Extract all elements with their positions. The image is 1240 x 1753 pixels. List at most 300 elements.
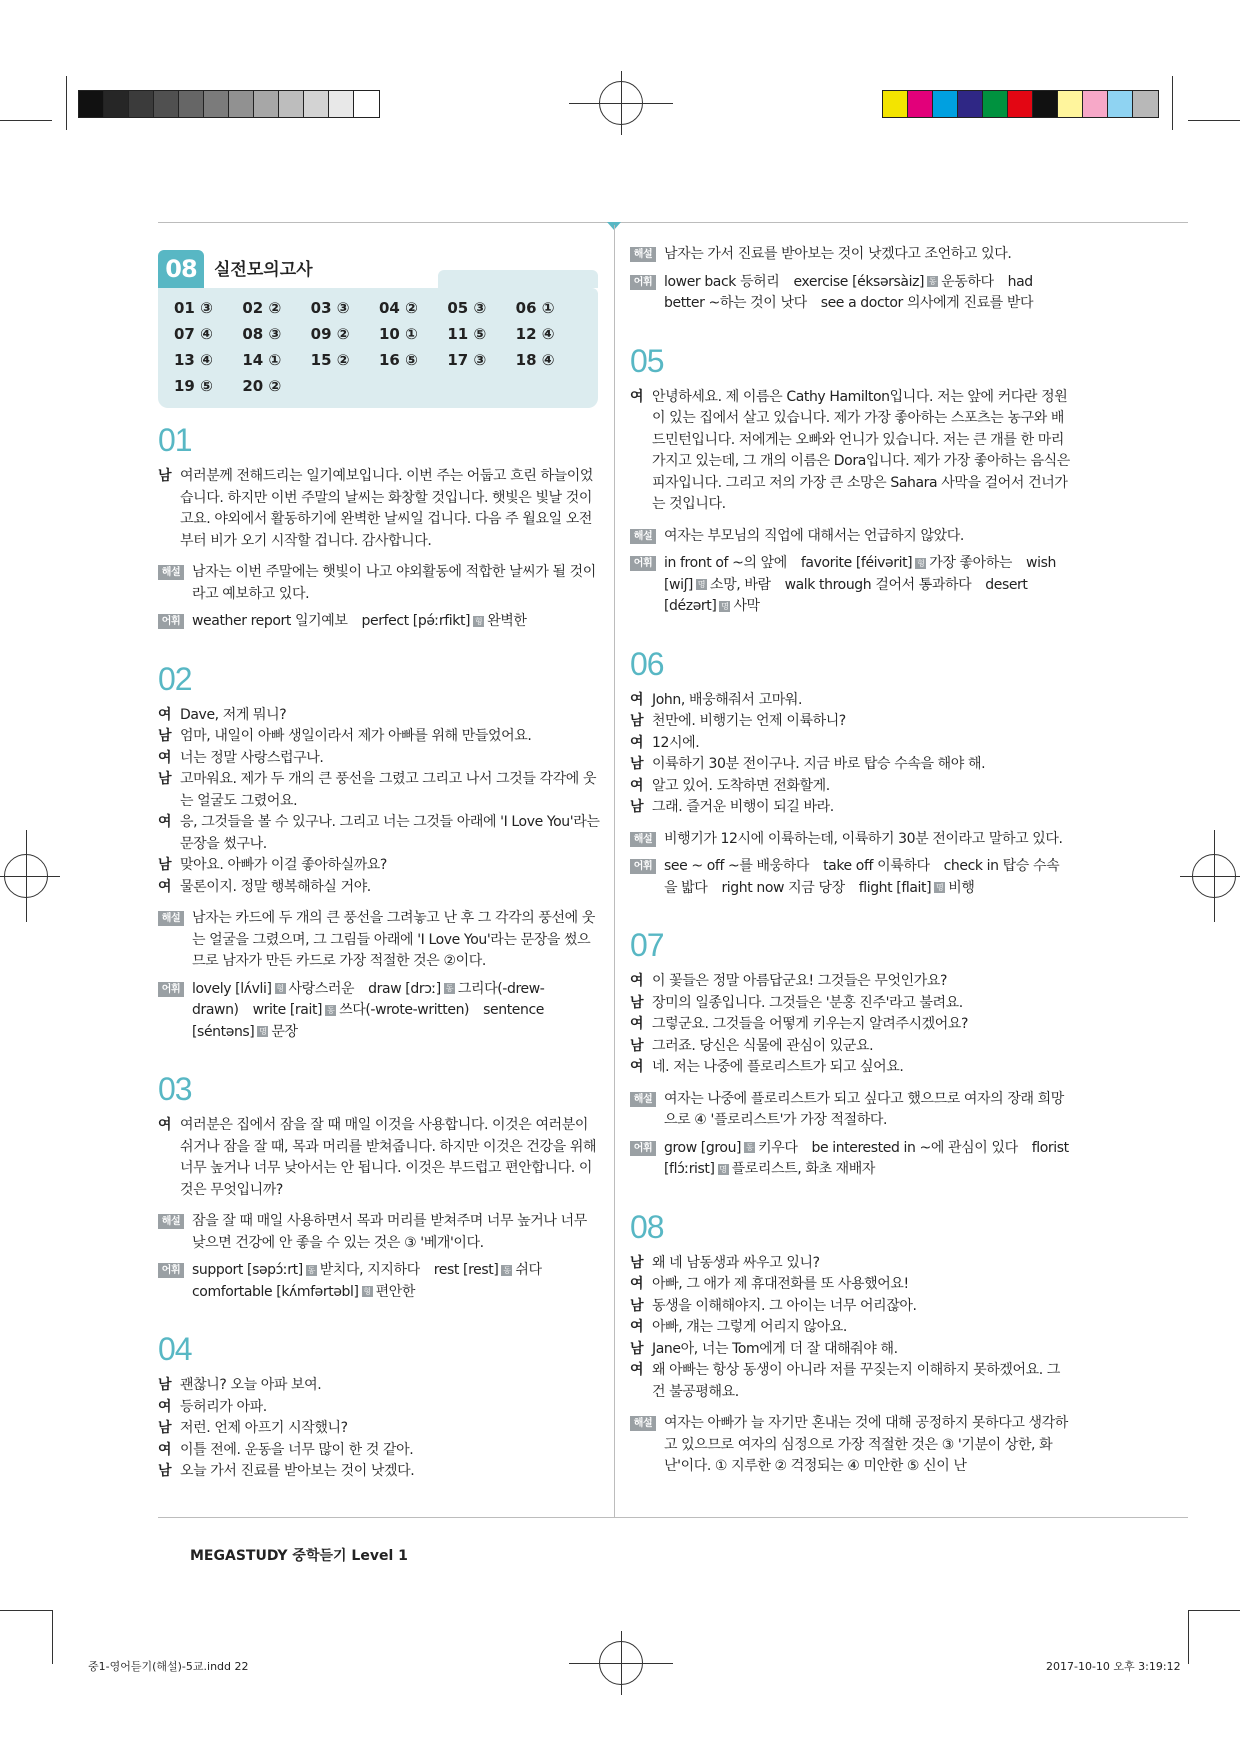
vocab-item: [859, 880, 975, 896]
answer-choice: ②: [268, 377, 282, 395]
answer-choice: ④: [200, 325, 213, 343]
utterance-text: Dave, 저게 뭐니?: [180, 706, 287, 723]
answer-choice: ⑤: [473, 325, 487, 343]
dialog-line: [158, 812, 603, 855]
dialog-line: [630, 993, 1070, 1015]
dialog-script: [158, 705, 603, 899]
answer-choice: ④: [541, 325, 555, 343]
speaker-label: 남: [630, 1254, 644, 1271]
answer-choice: ②: [268, 299, 282, 317]
speaker-label: 여: [630, 1276, 644, 1292]
vocab-meaning: 걸어서 통과하다: [875, 576, 972, 593]
speaker-label: 남: [630, 713, 644, 729]
color-swatch: [883, 91, 908, 117]
vocab-word: draw [drɔː]: [368, 980, 441, 997]
color-swatch: [1033, 91, 1058, 117]
utterance-text: 아빠, 그 애가 제 휴대전화를 또 사용했어요!: [652, 1276, 909, 1292]
dialog-line: [630, 1057, 1070, 1079]
speaker-label: 여: [630, 1319, 644, 1335]
vocab-tag: 어휘: [158, 1263, 184, 1278]
vocab-meaning: 편안한: [375, 1283, 415, 1300]
question-number: 03: [158, 1071, 192, 1107]
answer-question-number: 17: [447, 351, 469, 369]
dialog-line: [158, 855, 603, 877]
answer-grid: [158, 288, 598, 408]
explanation-note: [158, 908, 603, 973]
vocab-item: [811, 1140, 1017, 1156]
vocab-meaning: 사막: [733, 598, 760, 614]
question-section-08: [630, 1209, 1070, 1478]
vocab-word: in front of: [664, 555, 729, 571]
column-divider: [614, 225, 615, 1517]
question-number: 08: [630, 1208, 664, 1245]
dialog-line: [630, 1253, 1070, 1275]
vocab-meaning: 문장: [271, 1023, 298, 1040]
speaker-label: 여: [630, 1016, 644, 1032]
vocab-word: walk through: [784, 576, 872, 593]
utterance-text: 이륙하기 30분 전이구나. 지금 바로 탑승 수속을 해야 해.: [652, 756, 986, 772]
dialog-script: [630, 1253, 1070, 1404]
speaker-label: 여: [158, 749, 172, 766]
speaker-label: 남: [158, 728, 172, 744]
speaker-label: 남: [158, 857, 172, 873]
utterance-text: 안녕하세요. 제 이름은 Cathy Hamilton입니다. 저는 앞에 커다란 정원이 있는 집에서 살고 있습니다. 제가 가장 좋아하는 스포츠는 농구와 배드민턴입니다. 저에게는 오빠와 언니가 있습니다. 저는 큰 개를 한 마리 가지고 있는데, 그 개의 이름은 Dora입니다. 제가 가장 좋아하는 음식은 피자입니다. 그리고 저의 가장 큰 소망은 Sahara 사막을 걸어서 건너가는 것입니다.: [652, 388, 1070, 512]
vocab-word: weather report: [192, 613, 291, 629]
question-number: 01: [158, 422, 192, 458]
vocab-item: [664, 274, 779, 290]
speaker-label: 남: [158, 771, 172, 787]
speaker-label: 남: [158, 468, 172, 484]
vocab-word: favorite [féivərit]: [800, 555, 913, 571]
vocab-word: lower back: [664, 273, 736, 290]
answer-choice: ⑤: [200, 377, 213, 395]
vocab-note: [158, 1260, 603, 1303]
vocab-item: [664, 555, 787, 571]
answer-item: [174, 350, 242, 370]
speaker-label: 남: [630, 994, 644, 1011]
vocab-item: [801, 555, 1012, 571]
answer-question-number: 01: [174, 299, 195, 317]
speaker-label: 남: [158, 1463, 172, 1479]
registration-mark-line: [0, 876, 60, 877]
utterance-text: 장미의 일종입니다. 그것들은 '분홍 진주'라고 불려요.: [652, 994, 963, 1011]
dialog-line: [158, 769, 603, 812]
vocab-tag: 어휘: [158, 614, 184, 629]
utterance-text: 아빠, 걔는 그렇게 어리지 않아요.: [652, 1319, 847, 1335]
utterance-text: 여러분은 집에서 잠을 잘 때 매일 이것을 사용합니다. 이것은 여러분이 쉬거나 잠을 잘 때, 목과 머리를 받쳐줍니다. 하지만 이것은 건강을 위해 너무 높거나 너무 낮아서는 안 됩니다. 이것은 부드럽고 편안합니다. 이것은 무엇입니까?: [180, 1117, 597, 1198]
utterance-text: 그래. 즐거운 비행이 되길 바라.: [652, 799, 834, 815]
date-slug: 2017-10-10 오후 3:19:12: [1046, 1660, 1181, 1673]
question-section-02: [158, 661, 603, 1044]
gray-swatch: [129, 91, 154, 117]
dialog-line: [158, 1115, 603, 1201]
utterance-text: 괜찮니? 오늘 아파 보여.: [180, 1377, 322, 1393]
answer-item: [174, 376, 242, 396]
question-section-04: [158, 1331, 603, 1483]
vocab-tag: 어휘: [630, 556, 656, 571]
explanation-tag: 해설: [630, 1416, 656, 1431]
utterance-text: 맞아요. 아빠가 이걸 좋아하실까요?: [180, 857, 387, 873]
dialog-line: [158, 705, 603, 727]
vocab-meaning: ~하는 것이 낫다: [708, 295, 807, 311]
answer-item: [311, 298, 379, 318]
utterance-text: 저런. 언제 아프기 시작했니?: [180, 1420, 348, 1436]
explanation-text: 여자는 아빠가 늘 자기만 혼내는 것에 대해 공정하지 못하다고 생각하고 있으므로 여자의 심정으로 가장 적절한 것은 ③ '기분이 상한, 화난'이다. ① 지루한 ② 걱정되는 ④ 미안한 ⑤ 신이 난: [664, 1415, 1068, 1474]
answer-item: [242, 376, 310, 396]
gray-swatch: [104, 91, 129, 117]
vocab-item: [785, 577, 972, 593]
vocab-tag: 어휘: [630, 275, 656, 290]
right-column: [630, 244, 1070, 1478]
part-of-speech-badge: 동: [503, 1265, 511, 1275]
vocab-meaning: 비행: [948, 879, 975, 896]
explanation-note: [158, 562, 603, 605]
question-section-04-continued: [630, 244, 1070, 315]
answer-item: [311, 324, 379, 344]
registration-mark-line: [1180, 876, 1240, 877]
speaker-label: 여: [630, 388, 644, 405]
answer-choice: ②: [405, 299, 418, 317]
answer-question-number: 16: [379, 351, 400, 369]
speaker-label: 여: [630, 1362, 644, 1378]
speaker-label: 여: [158, 706, 172, 723]
color-swatch: [1008, 91, 1033, 117]
vocab-item: [192, 613, 348, 629]
answer-question-number: 04: [379, 299, 400, 317]
vocab-meaning: 그리다(-drew-drawn): [192, 980, 545, 1018]
vocab-item: [721, 880, 844, 896]
dialog-script: [158, 1115, 603, 1201]
speaker-label: 여: [158, 1441, 172, 1458]
vocab-item: [192, 981, 354, 997]
gray-swatch: [154, 91, 179, 117]
part-of-speech-badge: 명: [697, 580, 706, 589]
crop-mark: [0, 1610, 52, 1611]
vocab-meaning: 플로리스트, 화초 재배자: [731, 1161, 875, 1177]
dialog-line: [630, 1296, 1070, 1318]
answer-item: [311, 350, 379, 370]
explanation-tag: 해설: [630, 529, 656, 544]
dialog-line: [158, 1375, 603, 1397]
vocab-item: [664, 1140, 797, 1156]
gray-swatch: [304, 91, 329, 117]
dialog-line: [630, 1317, 1070, 1339]
registration-mark-line: [1214, 830, 1215, 922]
dialog-line: [630, 754, 1070, 776]
answer-item: [242, 350, 310, 370]
answer-question-number: 13: [174, 351, 195, 369]
vocab-tag: 어휘: [630, 1141, 656, 1156]
vocab-note: [158, 611, 603, 633]
answer-item: [174, 324, 242, 344]
answer-item: [379, 324, 447, 344]
answer-item: [516, 350, 584, 370]
vocab-word: flight [flait]: [858, 879, 932, 896]
speaker-label: 남: [630, 1037, 644, 1054]
vocab-note: [630, 553, 1070, 618]
speaker-label: 여: [158, 878, 172, 895]
answer-item: [242, 298, 310, 318]
dialog-line: [630, 1360, 1070, 1403]
explanation-text: 비행기가 12시에 이륙하는데, 이륙하기 30분 전이라고 말하고 있다.: [664, 830, 1063, 847]
vocab-word: lovely [lʌ́vli]: [192, 980, 272, 997]
color-swatch: [958, 91, 983, 117]
part-of-speech-badge: 명: [721, 601, 729, 611]
answer-question-number: 11: [447, 325, 469, 343]
left-column: [158, 250, 603, 1483]
answer-question-number: 14: [242, 351, 264, 369]
explanation-note: [630, 829, 1070, 851]
vocab-meaning: 가장 좋아하는: [929, 555, 1013, 571]
gray-swatch: [79, 91, 104, 117]
vocab-meaning: ~에 관심이 있다: [919, 1139, 1018, 1156]
vocab-word: grow [grou]: [664, 1139, 742, 1156]
question-section-05: [630, 343, 1070, 618]
vocab-note: [630, 856, 1070, 899]
color-swatch: [1108, 91, 1133, 117]
answer-item: [379, 298, 447, 318]
speaker-label: 남: [630, 1340, 644, 1357]
dialog-script: [630, 690, 1070, 819]
part-of-speech-badge: 동: [326, 1005, 335, 1015]
part-of-speech-badge: 동: [445, 984, 454, 993]
dialog-line: [630, 690, 1070, 712]
utterance-text: 너는 정말 사랑스럽구나.: [180, 749, 324, 766]
explanation-tag: 해설: [158, 565, 184, 580]
answer-question-number: 07: [174, 325, 195, 343]
vocab-meaning: 의사에게 진료를 받다: [906, 295, 1034, 311]
gray-swatch: [329, 91, 354, 117]
vocab-word: desert [dézərt]: [664, 576, 1028, 614]
utterance-text: 물론이지. 정말 행복해하실 거야.: [180, 878, 371, 895]
bottom-rule: [158, 1517, 1188, 1518]
vocab-tag: 어휘: [158, 982, 184, 997]
vocab-list: [664, 553, 1070, 618]
utterance-text: 천만에. 비행기는 언제 이륙하니?: [652, 713, 846, 729]
vocab-item: [253, 1002, 470, 1018]
dialog-line: [158, 1440, 603, 1462]
part-of-speech-badge: 형: [917, 558, 925, 568]
color-swatch: [1083, 91, 1108, 117]
dialog-line: [630, 387, 1070, 516]
answer-question-number: 12: [515, 325, 537, 343]
vocab-word: see ~ off: [664, 858, 724, 874]
vocab-item: [793, 274, 993, 290]
answer-choice: ③: [200, 299, 213, 317]
answer-choice: ④: [541, 351, 555, 369]
answer-question-number: 10: [379, 325, 400, 343]
vocab-list: [664, 856, 1070, 899]
question-section-03: [158, 1071, 603, 1303]
part-of-speech-badge: 형: [474, 616, 483, 626]
utterance-text: 고마워요. 제가 두 개의 큰 풍선을 그렸고 그리고 나서 그것들 각각에 웃는 얼굴도 그렸어요.: [180, 771, 597, 809]
speaker-label: 여: [158, 814, 172, 830]
explanation-text: 잠을 잘 때 매일 사용하면서 목과 머리를 받쳐주며 너무 높거나 너무 낮으면 건강에 안 좋을 수 있는 것은 ③ '베개'이다.: [192, 1213, 587, 1251]
answer-question-number: 02: [242, 299, 264, 317]
file-slug: 중1-영어듣기(해설)-5교.indd 22: [88, 1660, 249, 1673]
vocab-word: support [səpɔ́ːrt]: [192, 1262, 303, 1278]
crop-mark: [1188, 1610, 1240, 1611]
utterance-text: 여러분께 전해드리는 일기예보입니다. 이번 주는 어둡고 흐린 하늘이었습니다. 하지만 이번 주말의 날씨는 화창할 것입니다. 햇빛은 빛날 것이고요. 야외에서 활동하기에 완벽한 날씨일 겁니다. 다음 주 월요일 오전부터 비가 오기 시작할 겁니다. 감사합니다.: [180, 468, 593, 549]
utterance-text: 엄마, 내일이 아빠 생일이라서 제가 아빠를 위해 만들었어요.: [180, 728, 532, 744]
answer-question-number: 18: [515, 351, 537, 369]
gray-swatch: [229, 91, 254, 117]
speaker-label: 여: [630, 1059, 644, 1075]
part-of-speech-badge: 동: [307, 1265, 315, 1275]
explanation-tag: 해설: [158, 1214, 184, 1229]
vocab-meaning: 사랑스러운: [288, 980, 355, 997]
dialog-line: [158, 877, 603, 899]
explanation-tag: 해설: [630, 1092, 656, 1107]
dialog-line: [158, 1418, 603, 1440]
utterance-text: 그러죠. 당신은 식물에 관심이 있군요.: [652, 1037, 874, 1054]
answer-choice: ③: [268, 325, 282, 343]
question-number: 02: [158, 660, 192, 697]
dialog-line: [158, 1397, 603, 1419]
gray-swatch: [204, 91, 229, 117]
vocab-word: right now: [721, 879, 785, 896]
dialog-line: [158, 726, 603, 748]
vocab-item: [434, 1262, 542, 1278]
utterance-text: 이틀 전에. 운동을 너무 많이 한 것 같아.: [180, 1441, 414, 1458]
vocab-tag: 어휘: [630, 859, 656, 874]
crop-mark: [52, 1610, 53, 1664]
speaker-label: 남: [630, 1297, 644, 1314]
vocab-meaning: 운동하다: [941, 273, 994, 290]
exam-title: 실전모의고사: [214, 260, 313, 280]
answer-item: [516, 298, 584, 318]
vocab-list: [664, 1138, 1070, 1181]
utterance-text: 동생을 이해해야지. 그 아이는 너무 어리잖아.: [652, 1297, 917, 1314]
color-swatch: [1133, 91, 1158, 117]
dialog-line: [158, 1461, 603, 1483]
part-of-speech-badge: 동: [928, 277, 937, 286]
explanation-note: [630, 1089, 1070, 1132]
answer-item: [379, 350, 447, 370]
utterance-text: 응, 그것들을 볼 수 있구나. 그리고 너는 그것들 아래에 'I Love You'라는 문장을 썼구나.: [180, 814, 600, 852]
answer-question-number: 08: [242, 325, 264, 343]
answer-item: [447, 324, 515, 344]
dialog-line: [158, 466, 603, 552]
dialog-line: [630, 1339, 1070, 1361]
vocab-word: exercise [éksərsàiz]: [793, 273, 925, 290]
answer-question-number: 05: [447, 299, 469, 317]
explanation-text: 여자는 부모님의 직업에 대해서는 언급하지 않았다.: [664, 527, 964, 544]
dialog-script: [630, 971, 1070, 1079]
dialog-line: [158, 748, 603, 770]
explanation-note: [158, 1211, 603, 1254]
answer-choice: ①: [268, 351, 282, 369]
dialog-line: [630, 733, 1070, 755]
utterance-text: John, 배웅해줘서 고마워.: [652, 691, 803, 708]
crop-mark: [1172, 76, 1173, 130]
vocab-meaning: 일기예보: [295, 613, 348, 629]
answer-choice: ③: [473, 299, 487, 317]
color-swatch: [1058, 91, 1083, 117]
vocab-meaning: ~를 배웅하다: [728, 858, 810, 874]
answer-choice: ③: [336, 299, 350, 317]
speaker-label: 남: [158, 1420, 172, 1436]
vocab-meaning: ~의 앞에: [732, 555, 787, 571]
speaker-label: 여: [630, 691, 644, 708]
dialog-line: [630, 971, 1070, 993]
vocab-list: [192, 979, 603, 1044]
vocab-meaning: 지금 당장: [788, 879, 845, 896]
top-rule: [158, 222, 1188, 223]
utterance-text: 이 꽃들은 정말 아름답군요! 그것들은 무엇인가요?: [652, 973, 947, 989]
vocab-meaning: 완벽한: [487, 613, 527, 629]
answer-question-number: 15: [310, 351, 332, 369]
registration-mark-line: [621, 1631, 622, 1695]
explanation-text: 남자는 가서 진료를 받아보는 것이 낫겠다고 조언하고 있다.: [664, 246, 1012, 262]
dialog-script: [158, 1375, 603, 1483]
dialog-line: [630, 797, 1070, 819]
answer-key-box: [158, 250, 598, 408]
answer-item: [447, 298, 515, 318]
answer-question-number: 09: [310, 325, 332, 343]
speaker-label: 여: [158, 1117, 172, 1133]
vocab-meaning: 소망, 바람: [709, 576, 771, 593]
utterance-text: 알고 있어. 도착하면 전화할게.: [652, 777, 830, 794]
vocab-word: rest [rest]: [433, 1262, 499, 1278]
speaker-label: 남: [630, 756, 644, 772]
part-of-speech-badge: 명: [259, 1027, 267, 1036]
vocab-item: [192, 1262, 420, 1278]
utterance-text: 등허리가 아파.: [180, 1398, 267, 1415]
speaker-label: 남: [158, 1377, 172, 1393]
vocab-note: [630, 1138, 1070, 1181]
dialog-line: [630, 776, 1070, 798]
gray-color-bar: [78, 90, 380, 118]
vocab-meaning: 이륙하다: [877, 858, 930, 874]
utterance-text: 네. 저는 나중에 플로리스트가 되고 싶어요.: [652, 1059, 904, 1075]
answer-choice: ①: [405, 325, 418, 343]
color-swatch: [933, 91, 958, 117]
vocab-item: [362, 613, 527, 629]
answer-item: [174, 298, 242, 318]
answer-question-number: 19: [174, 377, 195, 395]
dialog-line: [630, 1036, 1070, 1058]
question-number: 05: [630, 342, 664, 379]
answer-choice: ①: [541, 299, 555, 317]
utterance-text: 12시에.: [652, 734, 700, 751]
dialog-line: [630, 1274, 1070, 1296]
explanation-tag: 해설: [630, 247, 656, 262]
vocab-word: wish [wiʃ]: [664, 555, 1056, 593]
vocab-word: take off: [823, 858, 874, 874]
explanation-note: [630, 244, 1070, 266]
answer-choice: ②: [336, 325, 350, 343]
vocab-word: florist [flɔ́ːrist]: [664, 1139, 1069, 1177]
part-of-speech-badge: 동: [745, 1143, 754, 1152]
explanation-tag: 해설: [630, 832, 656, 847]
cmyk-color-bar: [882, 90, 1159, 118]
utterance-text: Jane아, 너는 Tom에게 더 잘 대해줘야 해.: [652, 1340, 898, 1357]
answer-question-number: 06: [515, 299, 537, 317]
vocab-meaning: 탑승 수속을 밟다: [664, 858, 1060, 896]
utterance-text: 왜 네 남동생과 싸우고 있니?: [652, 1254, 820, 1271]
gray-swatch: [354, 91, 379, 117]
explanation-text: 남자는 카드에 두 개의 큰 풍선을 그려놓고 난 후 그 각각의 풍선에 웃는 얼굴을 그렸으며, 그 그림들 아래에 'I Love You'라는 문장을 썼으므로 남자가 만든 카드로 가장 적절한 것은 ②이다.: [192, 910, 595, 969]
vocab-list: [664, 272, 1070, 315]
footer-brand: MEGASTUDY 중학듣기 Level 1: [190, 1548, 408, 1564]
vocab-item: [664, 858, 809, 874]
registration-mark-line: [26, 830, 27, 922]
vocab-word: write [rait]: [252, 1002, 323, 1018]
question-number: 07: [630, 927, 664, 963]
part-of-speech-badge: 형: [276, 984, 284, 993]
crop-mark: [66, 76, 67, 130]
